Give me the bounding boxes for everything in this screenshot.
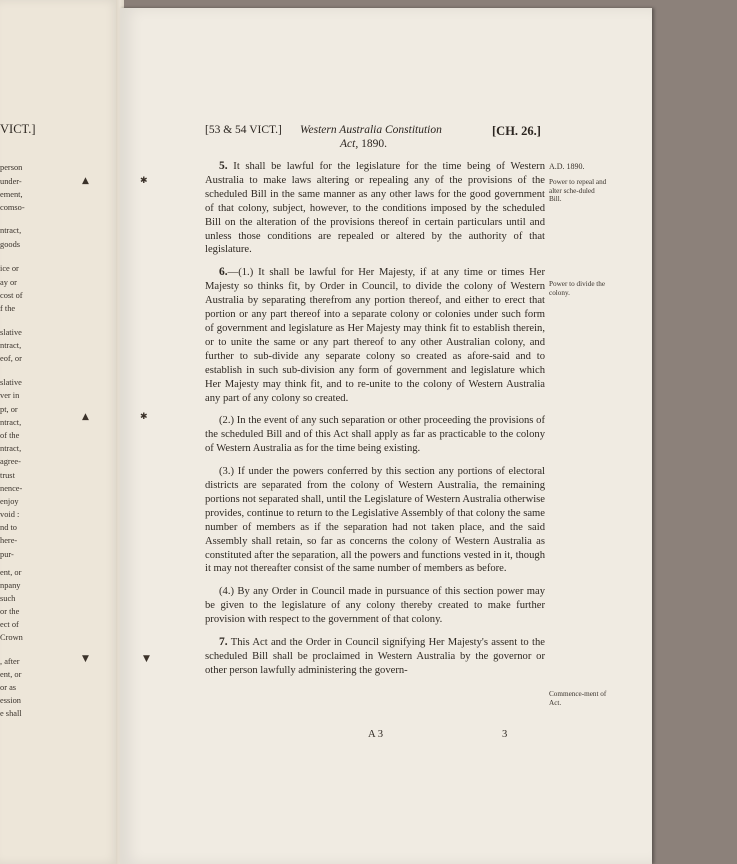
left-fragment-line: e shall xyxy=(0,709,22,718)
chapter-number: [CH. 26.] xyxy=(492,124,541,138)
left-fragment-line: ntract, xyxy=(0,444,22,453)
background-right xyxy=(650,0,737,864)
left-fragment-line: eof, or xyxy=(0,354,22,363)
left-fragment-line: void : xyxy=(0,510,20,519)
binding-hole-icon: ✱ xyxy=(140,412,148,422)
left-fragment-line: ay or xyxy=(0,278,17,287)
left-fragment-line: ice or xyxy=(0,264,19,273)
left-fragment-line: Crown xyxy=(0,633,23,642)
left-fragment-line: pt, or xyxy=(0,405,18,414)
left-fragment-line: ement, xyxy=(0,190,23,199)
regnal-year: [53 & 54 VICT.] xyxy=(205,124,282,136)
margin-note-commencement: Commence-ment of Act. xyxy=(549,690,607,707)
left-fragment-line: slative xyxy=(0,378,22,387)
binding-hole-icon: ▼ xyxy=(143,654,150,664)
left-fragment-line: nd to xyxy=(0,523,17,532)
left-fragment-line: ntract, xyxy=(0,341,22,350)
left-fragment-line: under- xyxy=(0,177,22,186)
left-fragment-line: enjoy xyxy=(0,497,19,506)
binding-hole-icon: ▲ xyxy=(82,176,89,186)
page-number: 3 xyxy=(502,729,508,740)
binding-hole-icon: ✱ xyxy=(140,176,148,186)
left-fragment-line: ntract, xyxy=(0,226,22,235)
left-fragment-line: npany xyxy=(0,581,21,590)
section-6-4: (4.) By any Order in Council made in pursuance of this section power may be given to the legislature of any colony thereby created to make further provision with respect to the government of that colony. xyxy=(205,586,545,626)
left-fragment-line: trust xyxy=(0,471,15,480)
left-fragment-line: goods xyxy=(0,240,21,249)
left-fragment-line: or as xyxy=(0,683,17,692)
margin-note-power-divide: Power to divide the colony. xyxy=(549,280,606,297)
left-fragment-line: ver in xyxy=(0,391,20,400)
left-fragment-line: nence- xyxy=(0,484,23,493)
left-page-header-fragment: VICT.] xyxy=(0,122,36,136)
left-fragment-line: pur- xyxy=(0,550,14,559)
act-title: Western Australia Constitution xyxy=(300,124,442,136)
section-7: 7. This Act and the Order in Council signifying Her Majesty's assent to the scheduled Bill shall be proclaimed in Western Australia by the governor or other person lawfully administering the govern- xyxy=(205,636,545,676)
left-fragment-line: of the xyxy=(0,431,20,440)
left-fragment-line: cost of xyxy=(0,291,23,300)
left-fragment-line: ent, or xyxy=(0,670,22,679)
section-6-2: (2.) In the event of any such separation or other proceeding the provisions of the scheduled Bill and of this Act shall apply as far as practicable to the colony of Western Australia as for the time being existing. xyxy=(205,415,545,455)
left-fragment-line: ect of xyxy=(0,620,19,629)
left-fragment-line: comso- xyxy=(0,203,25,212)
binding-hole-icon: ▼ xyxy=(82,654,89,664)
left-fragment-line: ession xyxy=(0,696,21,705)
section-6-1: 6.—(1.) It shall be lawful for Her Majesty, if at any time or times Her Majesty so thinks fit, by Order in Council, to divide the colony of Western Australia by separating therefrom any portion thereof, and either to erect that portion or any part thereof into a separate colony or colonies under such form of government and legislature as Her Majesty may think fit to establish therein, or to unite the same or any part thereof to any other Australian colony, and further to sub-divide any separate colony so created as afore-said and to establish in such sub-division any form of government and legislature which Her Majesty may think fit, and to re-unite to the colony of Western Australia any part of any colony so created. xyxy=(205,266,545,404)
left-fragment-line: ent, or xyxy=(0,568,22,577)
act-title-line2: Act, 1890. xyxy=(340,138,387,150)
left-fragment-line: f the xyxy=(0,304,16,313)
margin-note-date: A.D. 1890. xyxy=(549,162,585,171)
act-year: 1890. xyxy=(361,138,387,150)
margin-note-power-repeal: Power to repeal and alter sche-duled Bill. xyxy=(549,178,607,203)
left-fragment-line: person xyxy=(0,163,23,172)
left-fragment-line: here- xyxy=(0,536,18,545)
section-5: 5. It shall be lawful for the legislature for the time being of Western Australia to make laws altering or repealing any of the provisions of the scheduled Bill in the same manner as any other laws for the good government of that colony, subject, however, to the conditions imposed by the scheduled Bill on the alteration of the provisions thereof in certain particulars until and unless those conditions are repealed or altered by the authority of that legislature. xyxy=(205,160,545,256)
left-fragment-line: ntract, xyxy=(0,418,22,427)
left-fragment-line: such xyxy=(0,594,16,603)
binding-hole-icon: ▲ xyxy=(82,412,89,422)
section-6-3: (3.) If under the powers conferred by this section any portions of electoral districts are separated from the colony of Western Australia, the remaining portions not separated shall, until the Legislature of Western Australia otherwise provides, continue to return to the Legislative Assembly of that colony the same number of members as if the separation had not taken place, and the said Assembly shall retain, so far as concerns the colony of Western Australia as constituted after the separation, all the powers and functions vested in it, though it may not thereafter consist of the same number of members as before. xyxy=(205,466,545,575)
left-page xyxy=(0,0,120,864)
left-fragment-line: agree- xyxy=(0,457,21,466)
act-body-text xyxy=(205,160,545,687)
left-fragment-line: , after xyxy=(0,657,20,666)
signature-mark: A 3 xyxy=(368,729,384,740)
left-fragment-line: slative xyxy=(0,328,22,337)
left-fragment-line: or the xyxy=(0,607,20,616)
